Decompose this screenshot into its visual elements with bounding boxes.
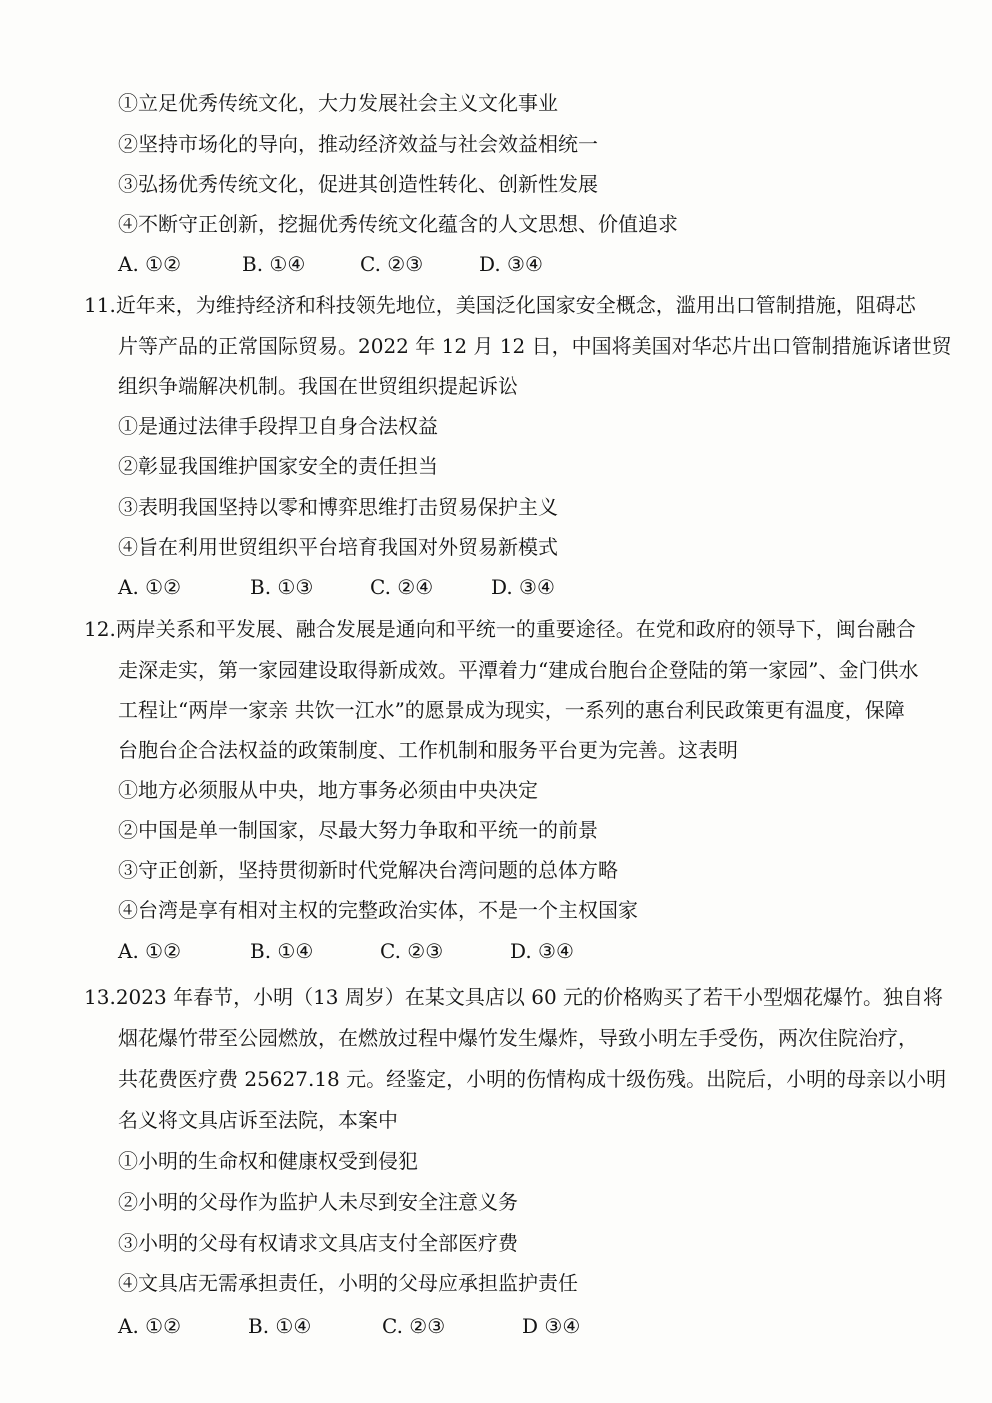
q13-answer-a: A. ①②: [118, 1314, 182, 1338]
q11-number: 11.: [84, 293, 116, 317]
q12-stem-line-1: [84, 616, 934, 642]
q13-option-1: ①小明的生命权和健康权受到侵犯: [118, 1149, 418, 1173]
q12-option-1: ①地方必须服从中央，地方事务必须由中央决定: [118, 778, 538, 802]
q12-stem-line-3: 工程让“两岸一家亲 共饮一江水”的愿景成为现实，一系列的惠台利民政策更有温度，保障: [118, 698, 905, 722]
q10-answer-b: B. ①④: [242, 252, 306, 276]
q12-number: 12.: [84, 617, 116, 641]
q13-stem-line-3: 共花费医疗费 25627.18 元。经鉴定，小明的伤情构成十级伤残。出院后，小明的母亲以小明: [118, 1067, 947, 1091]
q10-option-4: ④不断守正创新，挖掘优秀传统文化蕴含的人文思想、价值追求: [118, 212, 678, 236]
q12-option-3: ③守正创新，坚持贯彻新时代党解决台湾问题的总体方略: [118, 858, 618, 882]
q11-answer-c: C. ②④: [370, 575, 434, 599]
q13-stem-line-4: 名义将文具店诉至法院，本案中: [118, 1108, 398, 1132]
q12-answer-a: A. ①②: [118, 939, 182, 963]
q13-stem-line-1: [84, 984, 944, 1010]
q11-answer-d: D. ③④: [491, 575, 555, 599]
q11-answer-b: B. ①③: [250, 575, 314, 599]
q13-stem-line-2: 烟花爆竹带至公园燃放，在燃放过程中爆竹发生爆炸，导致小明左手受伤，两次住院治疗，: [118, 1026, 918, 1050]
q13-answer-b: B. ①④: [248, 1314, 312, 1338]
q13-stem-text-1: 2023 年春节，小明（13 周岁）在某文具店以 60 元的价格购买了若干小型烟花爆竹。独自将: [115, 985, 944, 1009]
q10-answer-d: D. ③④: [479, 252, 543, 276]
q13-option-4: ④文具店无需承担责任，小明的父母应承担监护责任: [118, 1271, 578, 1295]
q12-answer-b: B. ①④: [250, 939, 314, 963]
q13-option-3: ③小明的父母有权请求文具店支付全部医疗费: [118, 1231, 518, 1255]
q11-option-3: ③表明我国坚持以零和博弈思维打击贸易保护主义: [118, 495, 558, 519]
q11-stem-line-2: 片等产品的正常国际贸易。2022 年 12 月 12 日，中国将美国对华芯片出口管制措施诉诸世贸: [118, 334, 952, 358]
q10-answer-a: A. ①②: [118, 252, 182, 276]
q13-option-2: ②小明的父母作为监护人未尽到安全注意义务: [118, 1190, 518, 1214]
q11-stem-line-1: [84, 292, 934, 318]
q10-answer-c: C. ②③: [360, 252, 424, 276]
q11-stem-text-1: 近年来，为维持经济和科技领先地位，美国泛化国家安全概念，滥用出口管制措施，阻碍芯: [115, 293, 916, 317]
q11-option-1: ①是通过法律手段捍卫自身合法权益: [118, 414, 438, 438]
q12-answer-d: D. ③④: [510, 939, 574, 963]
q10-option-1: ①立足优秀传统文化，大力发展社会主义文化事业: [118, 91, 558, 115]
q11-option-2: ②彰显我国维护国家安全的责任担当: [118, 454, 438, 478]
q12-stem-text-1: 两岸关系和平发展、融合发展是通向和平统一的重要途径。在党和政府的领导下，闽台融合: [115, 617, 916, 641]
q12-option-2: ②中国是单一制国家，尽最大努力争取和平统一的前景: [118, 818, 598, 842]
q11-answer-a: A. ①②: [118, 575, 182, 599]
q11-option-4: ④旨在利用世贸组织平台培育我国对外贸易新模式: [118, 535, 558, 559]
q10-option-2: ②坚持市场化的导向，推动经济效益与社会效益相统一: [118, 132, 598, 156]
q10-option-3: ③弘扬优秀传统文化，促进其创造性转化、创新性发展: [118, 172, 598, 196]
q13-number: 13.: [84, 985, 116, 1009]
q12-stem-line-2: 走深走实，第一家园建设取得新成效。平潭着力“建成台胞台企登陆的第一家园”、金门供水: [118, 658, 919, 682]
q13-answer-d: D ③④: [522, 1314, 581, 1338]
q11-stem-line-3: 组织争端解决机制。我国在世贸组织提起诉讼: [118, 374, 518, 398]
q13-answer-c: C. ②③: [382, 1314, 446, 1338]
q12-option-4: ④台湾是享有相对主权的完整政治实体，不是一个主权国家: [118, 898, 638, 922]
q12-stem-line-4: 台胞台企合法权益的政策制度、工作机制和服务平台更为完善。这表明: [118, 738, 738, 762]
q12-answer-c: C. ②③: [380, 939, 444, 963]
